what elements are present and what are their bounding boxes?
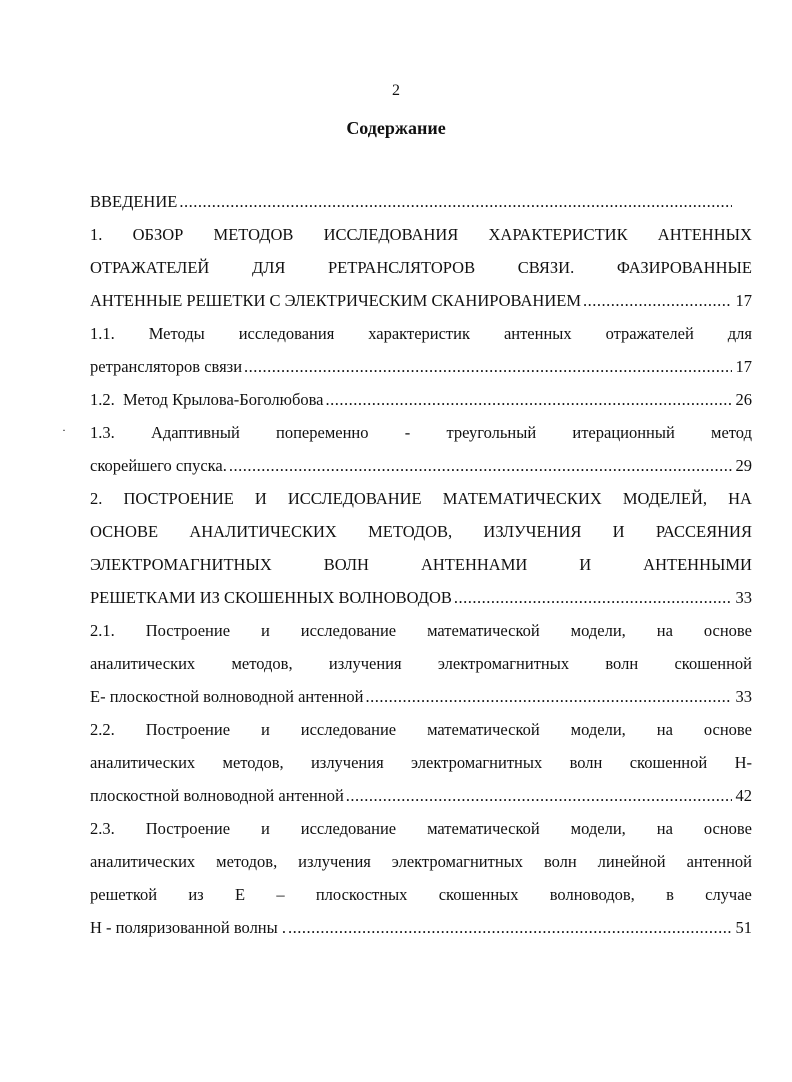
word: аналитических bbox=[90, 753, 196, 772]
word: исследования bbox=[238, 324, 335, 343]
word: 2. bbox=[90, 489, 103, 508]
word: линейной bbox=[597, 852, 666, 871]
word: излучения bbox=[298, 852, 371, 871]
word: случае bbox=[705, 885, 752, 904]
word: 1.3. bbox=[90, 423, 115, 442]
toc-entry-text: Н - поляризованной волны . bbox=[90, 918, 286, 937]
toc-entry-s2-2-line1 bbox=[90, 718, 752, 742]
word: треугольный bbox=[446, 423, 537, 442]
word: математической bbox=[427, 819, 540, 838]
word: ИССЛЕДОВАНИЯ bbox=[323, 225, 459, 244]
toc-entry-text: 1.2. Метод Крылова-Боголюбова bbox=[90, 390, 324, 409]
toc-entry-s1-2 bbox=[90, 388, 752, 412]
toc-leader-dots bbox=[583, 289, 732, 313]
word: АНТЕННЫХ bbox=[657, 225, 752, 244]
toc-page-number: 29 bbox=[735, 456, 752, 475]
word: ИЗЛУЧЕНИЯ bbox=[483, 522, 582, 541]
toc-page-number: 33 bbox=[735, 687, 752, 706]
toc-entry-s2-1-line3 bbox=[90, 685, 752, 709]
word: математической bbox=[427, 720, 540, 739]
toc-page-number: 26 bbox=[735, 390, 752, 409]
toc-entry-s1-line1 bbox=[90, 223, 752, 247]
word: Методы bbox=[148, 324, 205, 343]
toc-entry-text: РЕШЕТКАМИ ИЗ СКОШЕННЫХ ВОЛНОВОДОВ bbox=[90, 588, 452, 607]
word: характеристик bbox=[368, 324, 470, 343]
toc-entry-s1-line2 bbox=[90, 256, 752, 280]
toc-leader-dots bbox=[288, 916, 732, 940]
word: электромагнитных bbox=[391, 852, 523, 871]
toc-page-number: 17 bbox=[735, 357, 752, 376]
toc-entry-s2-3-line1 bbox=[90, 817, 752, 841]
toc-entry-s1-1-line1 bbox=[90, 322, 752, 346]
word: методов, bbox=[216, 852, 278, 871]
word: и bbox=[260, 819, 270, 838]
word: попеременно bbox=[276, 423, 369, 442]
toc-entry-text: ВВЕДЕНИЕ bbox=[90, 192, 178, 211]
word: на bbox=[656, 819, 673, 838]
word: из bbox=[188, 885, 204, 904]
toc-leader-dots bbox=[326, 388, 733, 412]
word: – bbox=[276, 885, 285, 904]
word: ИССЛЕДОВАНИЕ bbox=[287, 489, 422, 508]
word: РАССЕЯНИЯ bbox=[655, 522, 752, 541]
word: итерационный bbox=[572, 423, 675, 442]
toc-page-number: 51 bbox=[735, 918, 752, 937]
toc-entry-text: скорейшего спуска. bbox=[90, 456, 227, 475]
toc-entry-s2-3-line2 bbox=[90, 850, 752, 874]
word: исследование bbox=[300, 720, 397, 739]
word: 1. bbox=[90, 225, 103, 244]
word: 1.1. bbox=[90, 324, 115, 343]
word: волноводов, bbox=[549, 885, 635, 904]
word: модели, bbox=[570, 621, 626, 640]
word: НА bbox=[728, 489, 752, 508]
toc-entry-s1-1-line2 bbox=[90, 355, 752, 379]
word: модели, bbox=[570, 720, 626, 739]
word: основе bbox=[703, 720, 752, 739]
word: основе bbox=[703, 819, 752, 838]
word: ДЛЯ bbox=[251, 258, 286, 277]
word: плоскостных bbox=[315, 885, 408, 904]
word: АНТЕННАМИ bbox=[420, 555, 528, 574]
toc-leader-dots bbox=[366, 685, 733, 709]
page-number: 2 bbox=[392, 82, 400, 99]
word: ОБЗОР bbox=[132, 225, 184, 244]
toc-entry-s2-3-line3 bbox=[90, 883, 752, 907]
word: в bbox=[666, 885, 674, 904]
word: ОТРАЖАТЕЛЕЙ bbox=[90, 258, 210, 277]
word: и bbox=[260, 621, 270, 640]
word: Е bbox=[234, 885, 246, 904]
word: аналитических bbox=[90, 852, 196, 871]
toc-entry-s1-3-line1 bbox=[90, 421, 752, 445]
word: математической bbox=[427, 621, 540, 640]
word: и bbox=[260, 720, 270, 739]
word: СВЯЗИ. bbox=[517, 258, 575, 277]
word: 2.3. bbox=[90, 819, 115, 838]
word: ВОЛН bbox=[323, 555, 369, 574]
toc-page-number: 42 bbox=[735, 786, 752, 805]
toc-entry-s2-line2 bbox=[90, 520, 752, 544]
word: методов, bbox=[231, 654, 293, 673]
word: волн bbox=[543, 852, 577, 871]
word: РЕТРАНСЛЯТОРОВ bbox=[328, 258, 476, 277]
word: излучения bbox=[328, 654, 402, 673]
toc-entry-s1-line3 bbox=[90, 289, 752, 313]
word: электромагнитных bbox=[411, 753, 543, 772]
toc-entry-s2-2-line2 bbox=[90, 751, 752, 775]
word: 2.2. bbox=[90, 720, 115, 739]
toc-leader-dots bbox=[454, 586, 732, 610]
word: для bbox=[727, 324, 752, 343]
toc-entry-text: ретрансляторов связи bbox=[90, 357, 243, 376]
toc-leader-dots bbox=[244, 355, 732, 379]
word: антенной bbox=[686, 852, 752, 871]
word: скошенных bbox=[438, 885, 519, 904]
word: модели, bbox=[570, 819, 626, 838]
word: на bbox=[656, 720, 673, 739]
word: Построение bbox=[145, 819, 231, 838]
word: АНАЛИТИЧЕСКИХ bbox=[189, 522, 337, 541]
word: Адаптивный bbox=[150, 423, 240, 442]
word: МАТЕМАТИЧЕСКИХ bbox=[442, 489, 602, 508]
word: скошенной bbox=[674, 654, 752, 673]
word: на bbox=[656, 621, 673, 640]
word: электромагнитных bbox=[437, 654, 570, 673]
word: волн bbox=[569, 753, 603, 772]
word: волн bbox=[605, 654, 639, 673]
word: ОСНОВЕ bbox=[90, 522, 159, 541]
toc-page-number: 17 bbox=[735, 291, 752, 310]
word: ЭЛЕКТРОМАГНИТНЫХ bbox=[90, 555, 272, 574]
toc-entry-s2-line3 bbox=[90, 553, 752, 577]
page-title: Содержание bbox=[346, 118, 446, 138]
word: ФАЗИРОВАННЫЕ bbox=[616, 258, 752, 277]
word: Н- bbox=[734, 753, 752, 772]
word: исследование bbox=[300, 819, 397, 838]
toc-entry-s1-3-line2 bbox=[90, 454, 752, 478]
word: ПОСТРОЕНИЕ bbox=[123, 489, 234, 508]
word: И bbox=[254, 489, 267, 508]
toc-entry-intro bbox=[90, 190, 752, 214]
toc-entry-s2-3-line4 bbox=[90, 916, 752, 940]
word: И bbox=[612, 522, 625, 541]
stray-mark: · bbox=[62, 423, 66, 437]
word: метод bbox=[711, 423, 752, 442]
toc-page-number: 33 bbox=[735, 588, 752, 607]
toc-leader-dots bbox=[179, 190, 732, 214]
word: решеткой bbox=[90, 885, 158, 904]
word: аналитических bbox=[90, 654, 196, 673]
word: ХАРАКТЕРИСТИК bbox=[488, 225, 628, 244]
toc-entry-text: плоскостной волноводной антенной bbox=[90, 786, 344, 805]
word: Построение bbox=[145, 720, 231, 739]
word: антенных bbox=[503, 324, 572, 343]
toc-entry-s2-1-line2 bbox=[90, 652, 752, 676]
toc-leader-dots bbox=[346, 784, 732, 808]
word: МЕТОДОВ bbox=[213, 225, 294, 244]
toc-leader-dots bbox=[229, 454, 732, 478]
toc-entry-text: Е- плоскостной волноводной антенной bbox=[90, 687, 364, 706]
word: отражателей bbox=[605, 324, 694, 343]
word: исследование bbox=[300, 621, 397, 640]
toc-entry-s2-1-line1 bbox=[90, 619, 752, 643]
word: МЕТОДОВ, bbox=[368, 522, 453, 541]
word: 2.1. bbox=[90, 621, 115, 640]
toc-entry-text: АНТЕННЫЕ РЕШЕТКИ С ЭЛЕКТРИЧЕСКИМ СКАНИРОВАНИЕМ bbox=[90, 291, 581, 310]
word: МОДЕЛЕЙ, bbox=[622, 489, 708, 508]
toc-entry-s2-line1 bbox=[90, 487, 752, 511]
word: основе bbox=[703, 621, 752, 640]
word: излучения bbox=[310, 753, 384, 772]
toc-entry-s2-2-line3 bbox=[90, 784, 752, 808]
word: скошенной bbox=[629, 753, 708, 772]
word: АНТЕННЫМИ bbox=[643, 555, 752, 574]
word: Построение bbox=[145, 621, 231, 640]
word: - bbox=[404, 423, 411, 442]
toc-entry-s2-line4 bbox=[90, 586, 752, 610]
word: методов, bbox=[222, 753, 284, 772]
word: И bbox=[579, 555, 592, 574]
